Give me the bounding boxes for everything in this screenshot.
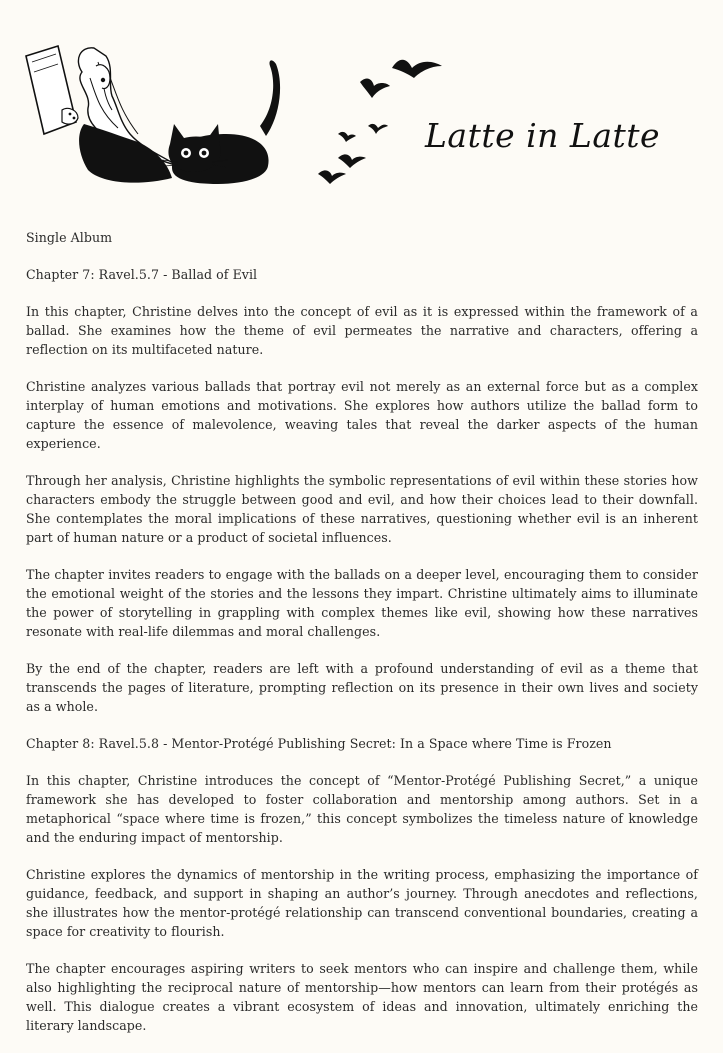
chapter-8-paragraph: In this chapter, Christine introduces the concept of “Mentor-Protégé Publishing Secret,” a unique framework she has developed to foster collaboration and mentorship among authors. Set in a metaphorical “space where time is frozen,” this concept symbolizes the timeless nature of knowledge and the enduring impact of mentorship. (26, 773, 698, 845)
chapter-7-paragraph: By the end of the chapter, readers are left with a profound understanding of evil as a theme that transcends the pages of literature, prompting reflection on its presence in their own lives and society as a whole. (26, 661, 698, 714)
chapter-7-title: Chapter 7: Ravel.5.7 - Ballad of Evil (26, 267, 258, 282)
album-label: Single Album (26, 230, 113, 245)
header-illustration (22, 38, 462, 188)
chapter-8-paragraph: Christine explores the dynamics of mentorship in the writing process, emphasizing the importance of guidance, feedback, and support in shaping an author’s journey. Through anecdotes and reflections, she illustrates how the mentor-protégé relationship can transcend conventional boundaries, creating a space for creativity to flourish. (26, 867, 698, 939)
document-body (26, 228, 698, 1053)
chapter-7-paragraph: Through her analysis, Christine highlights the symbolic representations of evil within these stories how characters embody the struggle between good and evil, and how their choices lead to their downfall. She contemplates the moral implications of these narratives, questioning whether evil is an inherent part of human nature or a product of societal influences. (26, 473, 698, 545)
chapter-7-paragraph: In this chapter, Christine delves into the concept of evil as it is expressed within the framework of a ballad. She examines how the theme of evil permeates the narrative and characters, offering a reflection on its multifaceted nature. (26, 304, 698, 357)
chapter-8-title: Chapter 8: Ravel.5.8 - Mentor-Protégé Publishing Secret: In a Space where Time is Frozen (26, 736, 612, 751)
chapter-7-paragraph: Christine analyzes various ballads that portray evil not merely as an external force but as a complex interplay of human emotions and motivations. She explores how authors utilize the ballad form to capture the essence of malevolence, weaving tales that reveal the darker aspects of the human experience. (26, 379, 698, 451)
flying-birds-icon (318, 60, 442, 184)
chapter-7-paragraph: The chapter invites readers to engage with the ballads on a deeper level, encouraging them to consider the emotional weight of the stories and the lessons they impart. Christine ultimately aims to illuminate the power of storytelling in grappling with complex themes like evil, showing how these narratives resonate with real-life dilemmas and moral challenges. (26, 567, 698, 639)
brand-title: Latte in Latte (425, 116, 661, 155)
black-cat-icon (162, 60, 280, 184)
chapter-8-paragraph: The chapter encourages aspiring writers to seek mentors who can inspire and challenge them, while also highlighting the reciprocal nature of mentorship—how mentors can learn from their protégés as well. This dialogue creates a vibrant ecosystem of ideas and innovation, ultimately enriching the literary landscape. (26, 961, 698, 1033)
girl-reading-icon (26, 46, 178, 183)
